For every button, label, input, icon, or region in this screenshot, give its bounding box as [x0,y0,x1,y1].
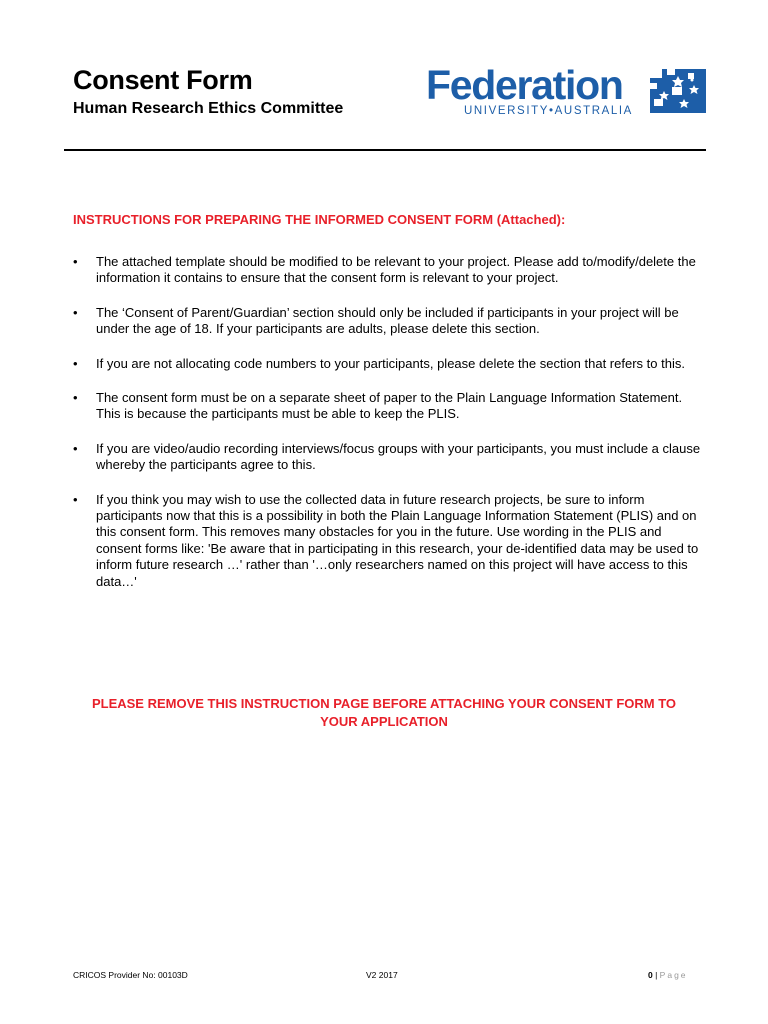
warning-line-2: YOUR APPLICATION [320,714,448,729]
remove-page-warning [60,695,708,731]
bullet-icon: • [73,440,78,456]
southern-cross-flag-icon [650,69,706,113]
list-item [73,441,701,474]
list-item-text: The ‘Consent of Parent/Guardian’ section should only be included if participants in your project will be under the age of 18. If your participants are adults, please delete this section. [96,304,679,337]
list-item [73,305,701,338]
footer-page-label [648,970,688,980]
bullet-icon: • [73,390,78,406]
footer-provider-number: CRICOS Provider No: 00103D [73,970,188,980]
page-separator: | [652,970,660,980]
bullet-icon: • [73,304,78,320]
page-word: Page [659,970,688,980]
list-item-text: If you are video/audio recording interviews/focus groups with your participants, you must include a clause whereby the participants agree to this. [96,440,701,473]
header-divider [64,149,706,151]
footer-version: V2 2017 [366,970,398,980]
page-title: Consent Form [73,65,253,95]
list-item-text: If you are not allocating code numbers to your participants, please delete the section that refers to this. [96,355,685,371]
list-item-text: The consent form must be on a separate sheet of paper to the Plain Language Information Statement. This is because the participants must be able to keep the PLIS. [96,390,683,422]
instructions-heading: INSTRUCTIONS FOR PREPARING THE INFORMED CONSENT FORM (Attached): [73,212,566,227]
bullet-icon: • [73,254,78,269]
warning-line-1: PLEASE REMOVE THIS INSTRUCTION PAGE BEFORE ATTACHING YOUR CONSENT FORM TO [91,696,677,711]
page-number: 0 [648,970,653,980]
logo-subline: UNIVERSITY•AUSTRALIA [464,105,633,117]
logo-wordmark: Federation [426,62,623,108]
list-item [73,356,701,372]
federation-university-logo [426,62,708,120]
list-item [73,254,701,287]
list-item-text: The attached template should be modified to be relevant to your project. Please add to/modify/delete the information it contains to ensure that the consent form is relevant to your project. [96,254,696,286]
list-item [73,390,701,423]
bullet-icon: • [73,355,78,371]
list-item [73,492,701,590]
bullet-icon: • [73,491,78,507]
list-item-text: If you think you may wish to use the collected data in future research projects, be sure to inform participants now that this is a possibility in both the Plain Language Information Statement (PLIS) and on this consent form. This removes many obstacles for you in the future. Use wording in the PLIS and consent forms like: 'Be aware that in participating in this research, your de-identified data may be used to inform future research …' rather than '…only researchers named on this project will have access to this data…' [96,491,699,589]
instructions-list [73,254,701,590]
page-subtitle: Human Research Ethics Committee [73,100,344,117]
